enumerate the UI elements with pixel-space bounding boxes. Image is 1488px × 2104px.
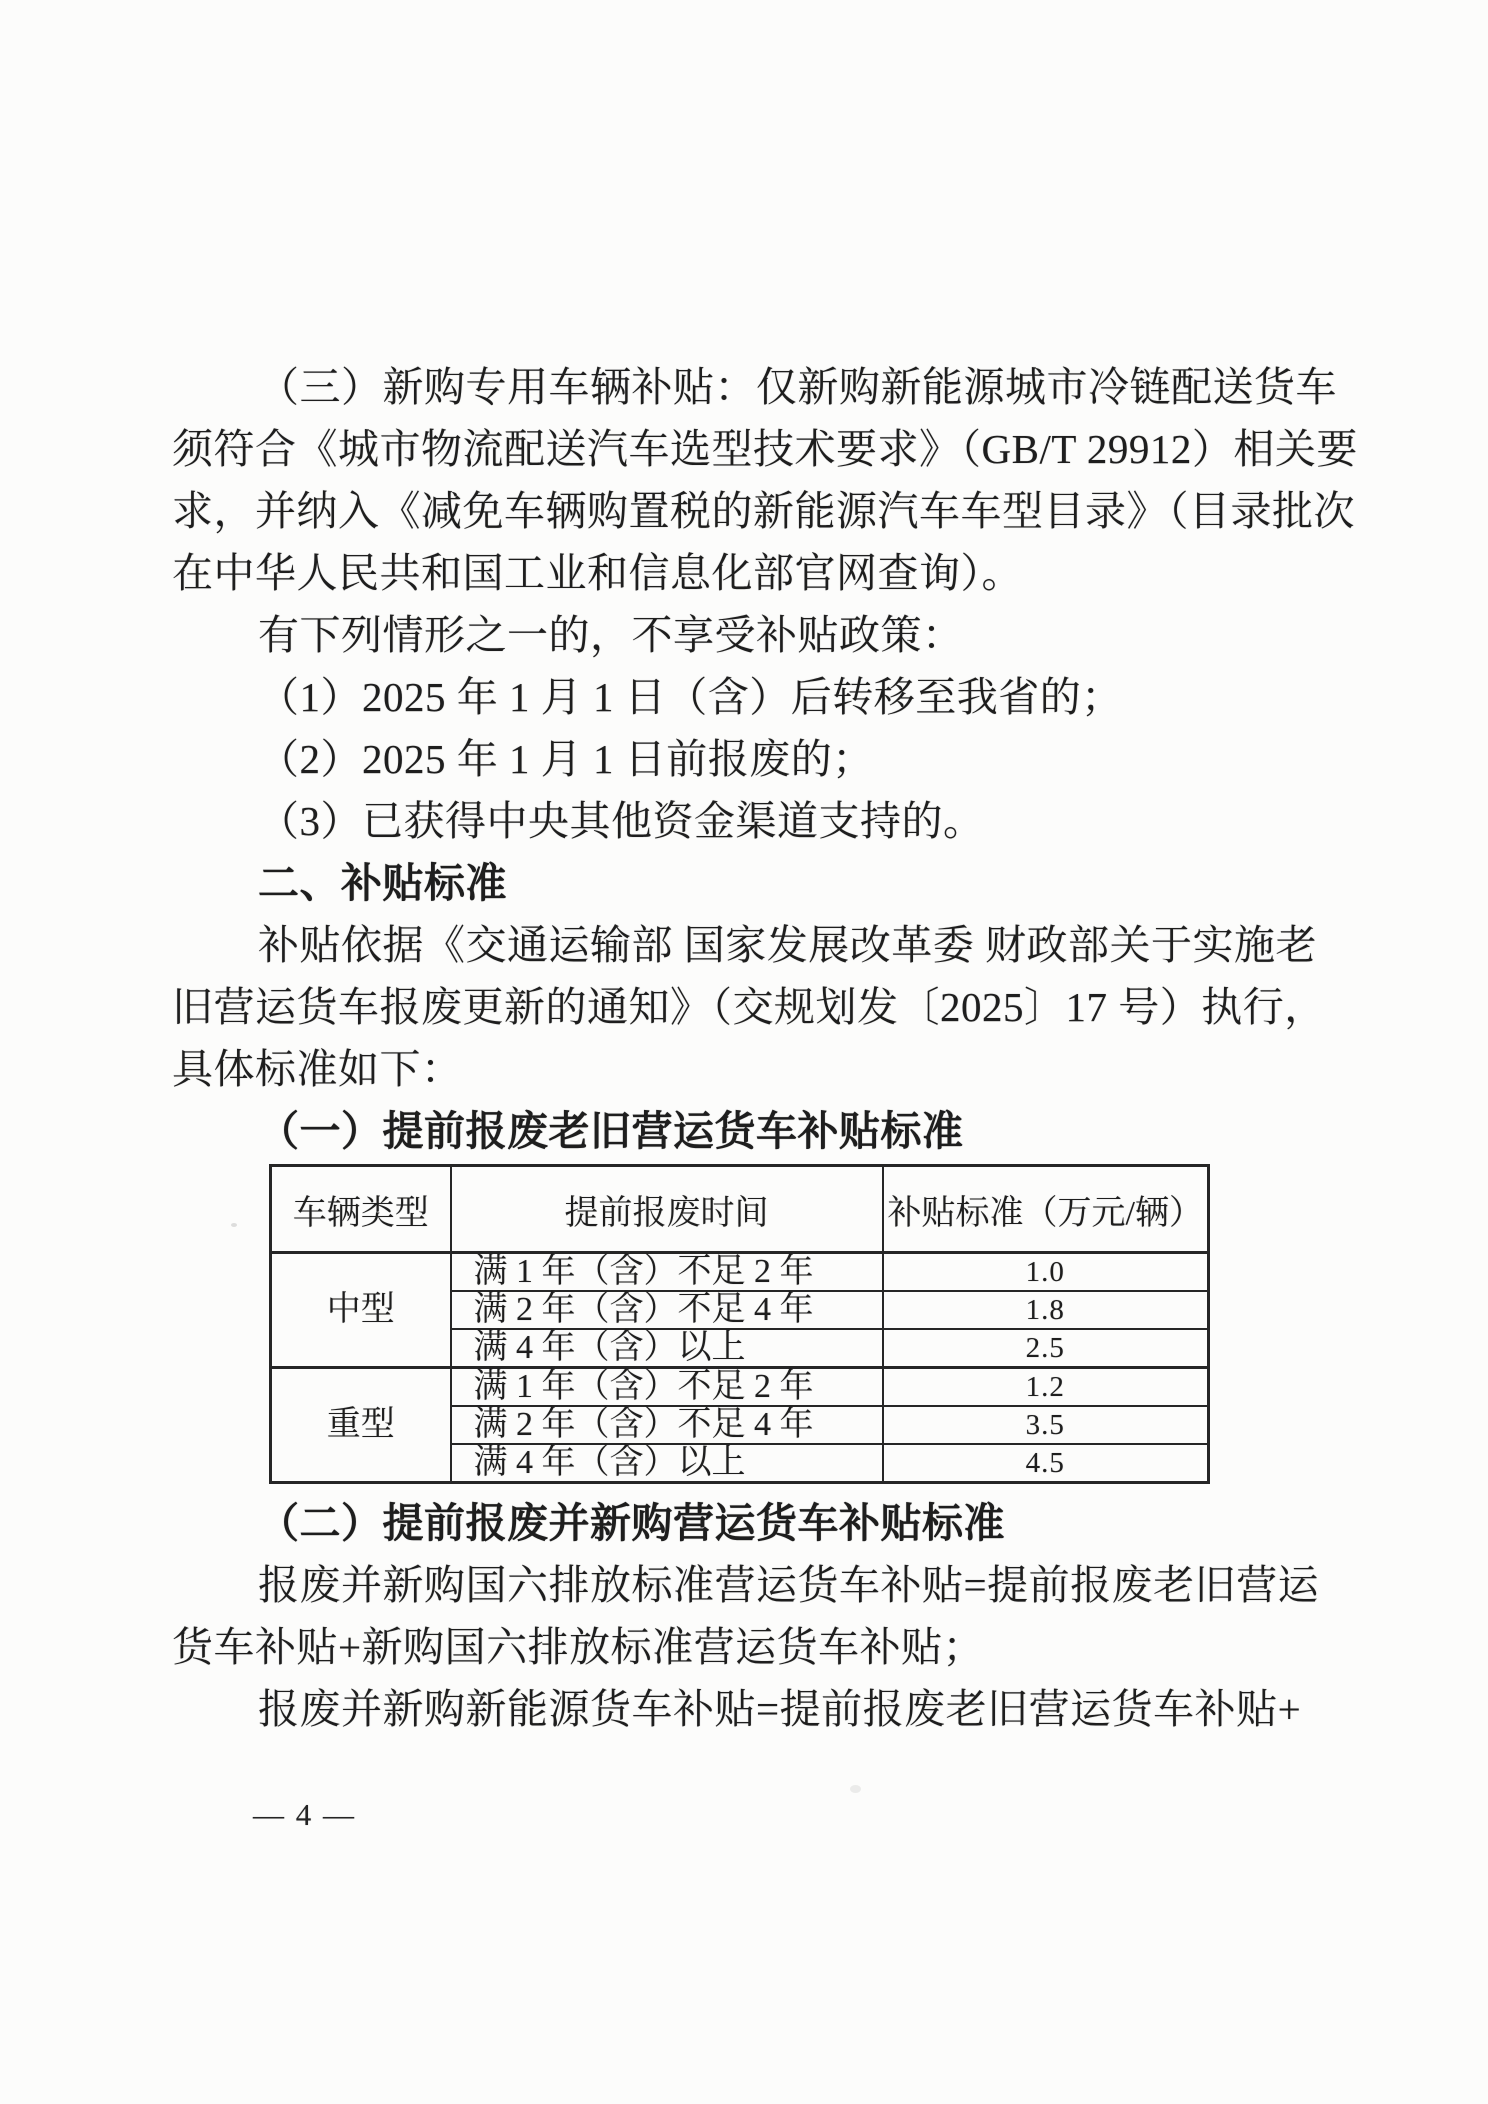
subsidy-value-cell: 4.5 (883, 1444, 1209, 1483)
vehicle-type-cell: 重型 (271, 1368, 451, 1483)
scan-artifact (850, 1785, 861, 1793)
column-header-subsidy-standard: 补贴标准（万元/辆） (883, 1166, 1209, 1253)
body-line: 具体标准如下： (172, 1046, 463, 1092)
scan-artifact (231, 1223, 237, 1227)
subsidy-value-cell: 1.0 (883, 1253, 1209, 1292)
subsection-heading-2: （二）提前报废并新购营运货车补贴标准 (258, 1500, 1005, 1546)
table-row (271, 1368, 1209, 1407)
body-line: 求，并纳入《减免车辆购置税的新能源汽车车型目录》（目录批次 (172, 488, 1355, 534)
list-item-3: （3）已获得中央其他资金渠道支持的。 (258, 798, 985, 844)
scrap-time-cell: 满 4 年（含）以上 (451, 1329, 883, 1368)
scrap-time-cell: 满 2 年（含）不足 4 年 (451, 1406, 883, 1444)
body-line: 报废并新购新能源货车补贴=提前报废老旧营运货车补贴+ (258, 1686, 1302, 1732)
document-body (172, 356, 1358, 1740)
list-item-2: （2）2025 年 1 月 1 日前报废的； (258, 736, 874, 782)
subsection-heading-1: （一）提前报废老旧营运货车补贴标准 (258, 1108, 964, 1154)
scrap-time-cell: 满 2 年（含）不足 4 年 (451, 1291, 883, 1329)
body-line: 有下列情形之一的，不享受补贴政策： (258, 612, 964, 658)
scrap-time-cell: 满 4 年（含）以上 (451, 1444, 883, 1483)
body-line: （三）新购专用车辆补贴：仅新购新能源城市冷链配送货车 (258, 364, 1337, 410)
body-line: 须符合《城市物流配送汽车选型技术要求》（GB/T 29912）相关要 (172, 426, 1358, 472)
table-row (271, 1253, 1209, 1292)
subsidy-standards-table (269, 1164, 1210, 1484)
section-heading: 二、补贴标准 (258, 860, 507, 906)
body-line: 报废并新购国六排放标准营运货车补贴=提前报废老旧营运 (258, 1562, 1320, 1608)
subsidy-value-cell: 2.5 (883, 1329, 1209, 1368)
page-number: — 4 — (253, 1797, 356, 1832)
scrap-time-cell: 满 1 年（含）不足 2 年 (451, 1253, 883, 1292)
body-line: 旧营运货车报废更新的通知》（交规划发〔2025〕17 号）执行， (172, 984, 1326, 1030)
column-header-scrap-time: 提前报废时间 (451, 1166, 883, 1253)
table-header-row (271, 1166, 1209, 1253)
subsidy-value-cell: 3.5 (883, 1406, 1209, 1444)
subsidy-value-cell: 1.8 (883, 1291, 1209, 1329)
list-item-1: （1）2025 年 1 月 1 日（含）后转移至我省的； (258, 674, 1123, 720)
body-line: 在中华人民共和国工业和信息化部官网查询）。 (172, 550, 1023, 596)
scrap-time-cell: 满 1 年（含）不足 2 年 (451, 1368, 883, 1407)
body-line: 补贴依据《交通运输部 国家发展改革委 财政部关于实施老 (258, 922, 1317, 968)
column-header-vehicle-type: 车辆类型 (271, 1166, 451, 1253)
subsidy-value-cell: 1.2 (883, 1368, 1209, 1407)
vehicle-type-cell: 中型 (271, 1253, 451, 1368)
body-line: 货车补贴+新购国六排放标准营运货车补贴； (172, 1624, 985, 1670)
